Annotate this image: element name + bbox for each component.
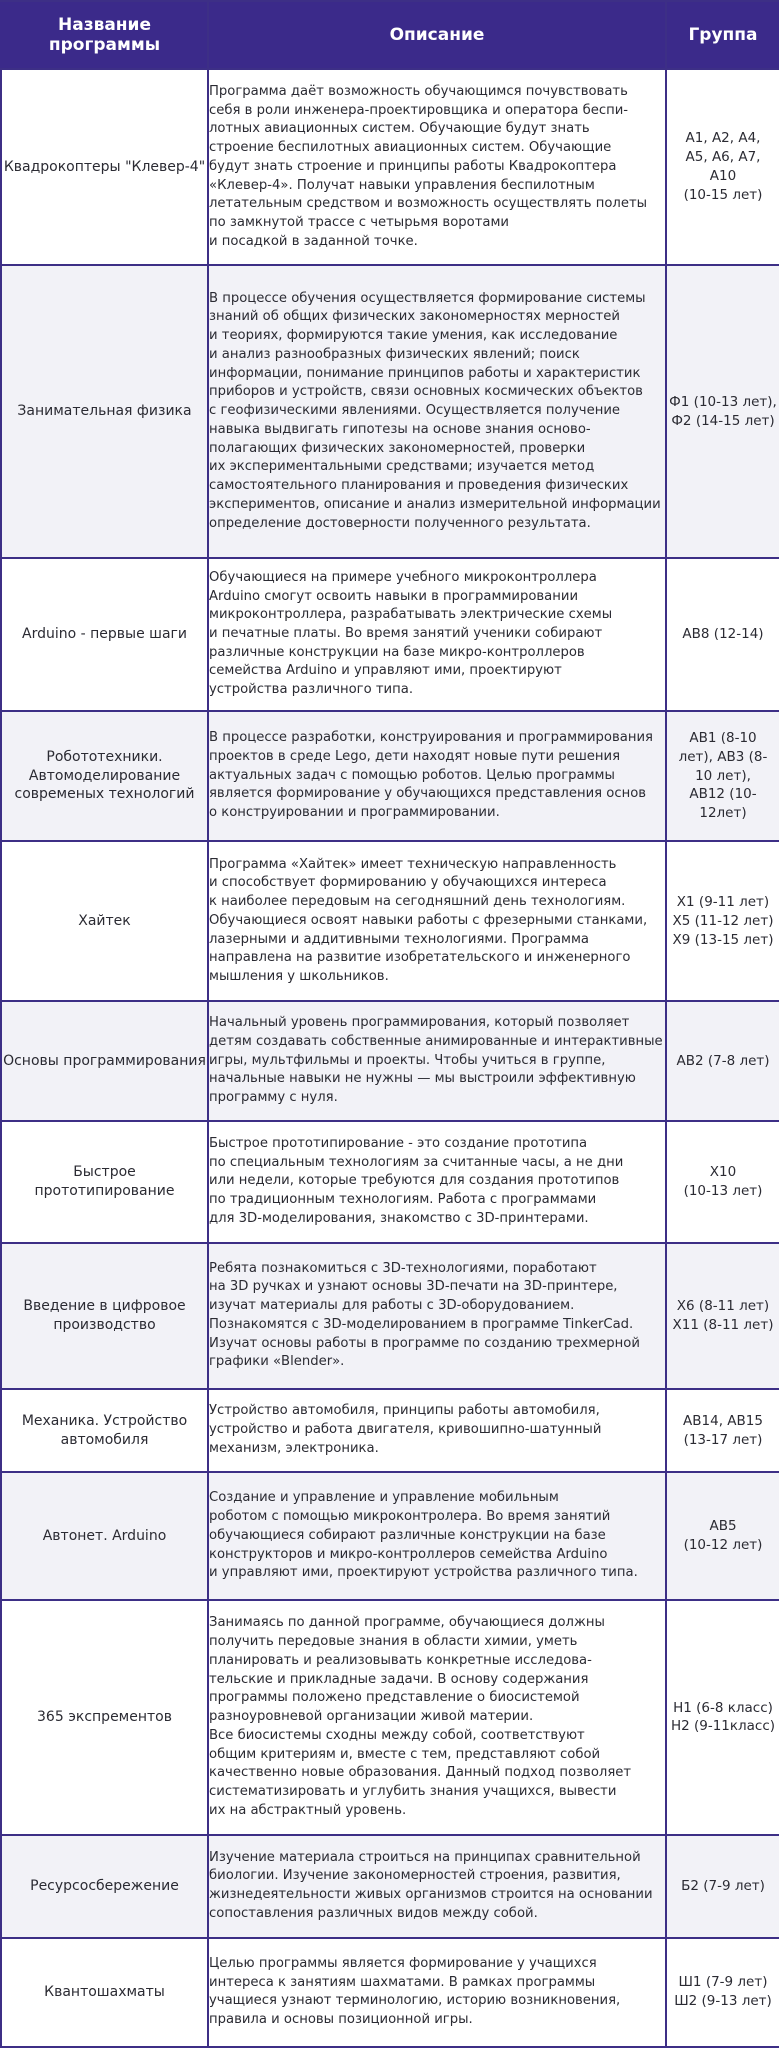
program-group: АВ14, АВ15 (13-17 лет): [683, 1412, 763, 1448]
table-row: [1, 1389, 779, 1472]
program-name: Хайтек: [78, 912, 131, 929]
program-description: Изучение материала строиться на принципах сравнительной биологии. Изучение закономерностей строения, развития, жизнедеятельности живых организмов строится на основании сопоставления различных видов между собой.: [209, 1849, 653, 1921]
table-body: [1, 69, 779, 2047]
program-group: Ш1 (7-9 лет) Ш2 (9-13 лет): [674, 1974, 772, 2010]
program-name: Квантошахматы: [44, 1983, 165, 2000]
program-name: Быстрое прототипирование: [34, 1163, 175, 1199]
table-row: [1, 558, 779, 711]
program-group: АВ2 (7-8 лет): [676, 1052, 770, 1069]
program-name: Ресурсосбережение: [30, 1877, 179, 1894]
program-group: Х1 (9-11 лет) Х5 (11-12 лет) Х9 (13-15 лет): [672, 893, 774, 948]
program-group: АВ5 (10-12 лет): [683, 1518, 763, 1554]
program-description: Ребята познакомиться с 3D-технологиями, поработают на 3D ручках и узнают основы 3D-печати на 3D-принтере, изучат материалы для работы с 3D-оборудованием. Познакомятся с 3D-моделированием в программе TinkerCad. Изучат основы работы в программе по созданию трехмерной графики «Blender».: [209, 1260, 640, 1370]
program-name: Занимательная физика: [17, 403, 192, 420]
program-name: Квадрокоптеры "Клевер-4": [3, 158, 206, 175]
program-group: Х6 (8-11 лет) Х11 (8-11 лет): [672, 1297, 774, 1333]
program-description: Обучающиеся на примере учебного микроконтроллера Arduino смогут освоить навыки в программировании микроконтроллера, разрабатывать электрические схемы и печатные платы. Во время занятий ученики собирают различные конструкции на базе микро-контроллеров семейства Arduino и управляют ими, проектируют устройства различного типа.: [209, 569, 613, 698]
program-description: В процессе разработки, конструирования и программирования проектов в среде Lego, дети находят новые пути решения актуальных задач с помощью роботов. Целью программы является формирование у обучающихся представления основ о конструировании и программировании.: [209, 730, 653, 821]
program-name: Механика. Устройство автомобиля: [21, 1412, 188, 1448]
column-header-group: Группа: [666, 1, 779, 69]
table-row: [1, 1001, 779, 1120]
program-group: АВ1 (8-10 лет), АВ3 (8- 10 лет), АВ12 (10- 12лет): [678, 729, 768, 822]
program-name: 365 экспрементов: [37, 1708, 172, 1725]
program-description: Целью программы является формирование у учащихся интереса к занятиям шахматами. В рамках программы учащиеся узнают терминологию, историю возникновения, правила и основы позиционной игры.: [209, 1955, 621, 2028]
program-description: Быстрое прототипирование - это создание прототипа по специальным технологиям за считанные часы, а не дни или недели, которые требуются для создания прототипов по традиционным технологиям. Работа с программами для 3D-моделирования, знакомство с 3D-принтерами.: [209, 1135, 624, 1226]
program-description: Программа «Хайтек» имеет техническую направленность и способствует формированию у обучающихся интереса к наиболее передовым на сегодняшний день технологиям. Обучающиеся освоят навыки работы с фрезерными станками, лазерными и аддитивными технологиями. Программа направлена на развитие изобретательского и инженерного мышления у школьников.: [209, 856, 648, 985]
table-header: [1, 1, 779, 69]
program-group: Х10 (10-13 лет): [683, 1163, 763, 1199]
table-row: [1, 841, 779, 1001]
program-description: В процессе обучения осуществляется формирование системы знаний об общих физических закономерностях мерностей и теориях, формируются такие умения, как исследование и анализ разнообразных физических явлений; поиск информации, понимание принципов работы и характеристик приборов и устройств, связи основных космических объектов с геофизическими явлениями. Осуществляется получение навыка выдвигать гипотезы на основе знания осново- полагающих физических закономерностей, проверки их экспериментальными средствами; изучается метод самостоятельного планирования и проведения физических экспериментов, описание и анализ измерительной информации определение достоверности полученного результата.: [209, 290, 661, 531]
table-row: [1, 1472, 779, 1600]
program-description: Занимаясь по данной программе, обучающиеся должны получить передовые знания в области химии, уметь планировать и реализовывать конкретные исследова- тельские и прикладные задачи. В основу содержания программы положено представление о биосистемой разноуровневой организации живой материи. Все биосистемы сходны между собой, соответствуют общим критериям и, вместе с тем, представляют собой качественно новые образования. Данный подход позволяет систематизировать и углубить знания учащихся, вывести их на абстрактный уровень.: [209, 1615, 632, 1818]
program-name: Arduino - первые шаги: [22, 625, 187, 642]
program-description: Создание и управление и управление мобильным роботом с помощью микроконтролера. Во время занятий обучающиеся собирают различные конструкции на базе конструкторов и микро-контроллеров семейства Arduino и управляют ими, проектируют устройства различного типа.: [209, 1490, 638, 1581]
program-group: Н1 (6-8 класс) Н2 (9-11класс): [670, 1699, 776, 1735]
program-group: Ф1 (10-13 лет), Ф2 (14-15 лет): [669, 393, 777, 429]
table-row: [1, 1243, 779, 1389]
table-row: [1, 265, 779, 557]
table-row: [1, 1938, 779, 2047]
column-header-description: Описание: [208, 1, 666, 69]
program-group: А1, А2, А4, А5, А6, А7, А10 (10-15 лет): [683, 130, 763, 204]
table-row: [1, 1121, 779, 1243]
program-group: АВ8 (12-14): [682, 625, 764, 642]
program-description: Начальный уровень программирования, который позволяет детям создавать собственные анимированные и интерактивные игры, мультфильмы и проекты. Чтобы учиться в группе, начальные навыки не нужны — мы выстроили эффективную программу с нуля.: [209, 1015, 663, 1106]
column-header-name: Название программы: [1, 1, 208, 69]
program-name: Основы программирования: [3, 1052, 206, 1069]
table-row: [1, 711, 779, 841]
program-description: Программа даёт возможность обучающимся почувствовать себя в роли инженера-проектировщика и оператора беспи- лотных авиационных систем. Обучающие будут знать строение беспилотных авиационных систем. Обучающие будут знать строение и принципы работы Квадрокоптера «Клевер-4». Получат навыки управления беспилотным летательным средством и возможность осуществлять полеты по замкнутой трассе с четырьмя воротами и посадкой в заданной точке.: [209, 83, 648, 249]
table-row: [1, 1835, 779, 1938]
table-row: [1, 69, 779, 265]
program-name: Автонет. Arduino: [42, 1527, 167, 1544]
program-name: Введение в цифровое производство: [23, 1297, 186, 1333]
program-name: Робототехники. Автомоделирование современых технологий: [14, 748, 195, 803]
table-row: [1, 1600, 779, 1834]
program-description: Устройство автомобиля, принципы работы автомобиля, устройство и работа двигателя, кривошипно-шатунный механизм, электроника.: [209, 1403, 602, 1456]
program-group: Б2 (7-9 лет): [681, 1877, 765, 1894]
